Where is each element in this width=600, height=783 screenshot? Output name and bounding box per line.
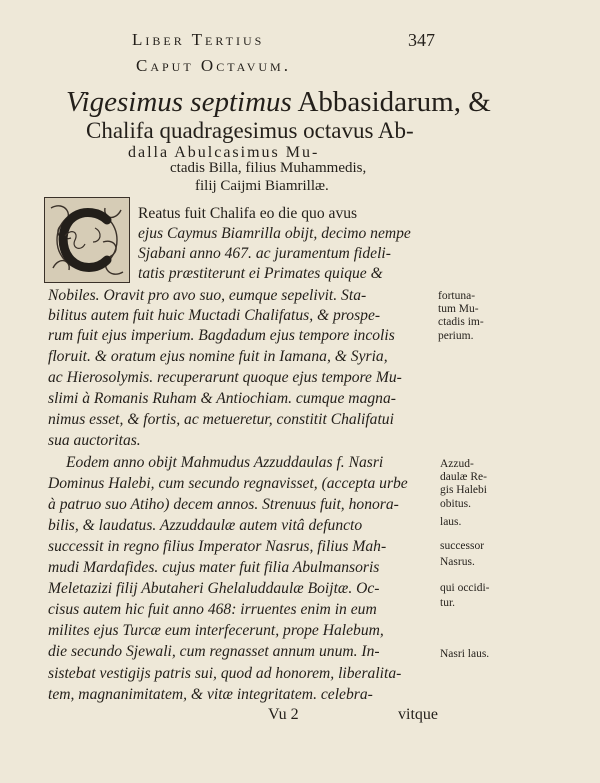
heading-rest: Abbasidarum, & bbox=[291, 86, 491, 118]
body-line: ejus Caymus Biamrilla obijt, decimo nempe bbox=[138, 225, 411, 242]
marginal-note: perium. bbox=[438, 330, 474, 342]
marginal-note: successor bbox=[440, 540, 485, 552]
marginal-note: qui occidi- bbox=[440, 582, 490, 594]
body-line: milites ejus Turcæ eum interfecerunt, prope Halebum, bbox=[48, 622, 384, 639]
heading-line-5: filij Caijmi Biamrillæ. bbox=[195, 178, 329, 194]
marginal-note: Nasri laus. bbox=[440, 648, 490, 660]
body-line: nimus esset, & fortis, ac metueretur, constitit Chalifatui bbox=[48, 411, 394, 428]
heading-line-3: dalla Abulcasimus Mu- bbox=[128, 144, 320, 161]
page-number: 347 bbox=[408, 30, 435, 50]
marginal-note: tur. bbox=[440, 597, 456, 609]
body-line: Dominus Halebi, cum secundo regnavisset, (accepta urbe bbox=[48, 475, 408, 492]
body-line: Nobiles. Oravit pro avo suo, eumque sepelivit. Sta- bbox=[48, 287, 367, 304]
body-line: slimi à Romanis Ruham & Antiochiam. cumque magna- bbox=[48, 390, 396, 407]
body-line: successit in regno filius Imperator Nasrus, filius Mah- bbox=[48, 538, 387, 555]
body-line: Meletazizi filij Abutaheri Ghelaluddaulæ Boijtæ. Oc- bbox=[48, 580, 380, 597]
marginal-note: Azzud- bbox=[440, 458, 474, 470]
heading-line-4: ctadis Billa, filius Muhammedis, bbox=[170, 160, 367, 176]
marginal-note: gis Halebi bbox=[440, 484, 487, 496]
body-line: floruit. & oratum ejus nomine fuit in Iamana, & Syria, bbox=[48, 348, 388, 365]
heading-line-2: Chalifa quadragesimus octavus Ab- bbox=[86, 118, 414, 143]
body-line: tem, magnanimitatem, & vitæ integritatem. celebra- bbox=[48, 686, 373, 703]
body-line: sistebat vestigijs patris sui, quod ad honorem, liberalita- bbox=[48, 665, 402, 682]
body-line: ac Hierosolymis. recuperarunt quoque ejus tempore Mu- bbox=[48, 369, 402, 386]
marginal-note: laus. bbox=[440, 516, 462, 528]
body-line: mudi Mardafides. cujus mater fuit filia Abulmansoris bbox=[48, 559, 380, 576]
running-head: Liber Tertius bbox=[132, 30, 265, 49]
body-line: tatis præstiterunt ei Primates quique & bbox=[138, 265, 383, 282]
body-line: à patruo suo Atiho) decem annos. Strenuus fuit, honora- bbox=[48, 496, 399, 513]
marginal-note: ctadis im- bbox=[438, 316, 484, 328]
body-line: bilis, & laudatus. Azzuddaulæ autem vitâ defuncto bbox=[48, 517, 363, 534]
body-line: Reatus fuit Chalifa eo die quo avus bbox=[138, 205, 358, 222]
body-line: Eodem anno obijt Mahmudus Azzuddaulas f. Nasri bbox=[66, 454, 384, 471]
marginal-note: tum Mu- bbox=[438, 303, 479, 315]
marginal-note: daulæ Re- bbox=[440, 471, 487, 483]
body-line: die secundo Sjewali, cum regnasset annum unum. In- bbox=[48, 643, 380, 660]
catchword: vitque bbox=[398, 706, 438, 723]
decorated-initial-c bbox=[44, 197, 130, 283]
heading-italic: Vigesimus septimus bbox=[66, 86, 292, 118]
heading-line-1 bbox=[66, 86, 491, 119]
marginal-note: Nasrus. bbox=[440, 556, 475, 568]
body-line: cisus autem hic fuit anno 468: irruentes enim in eum bbox=[48, 601, 377, 618]
body-line: rum fuit ejus imperium. Bagdadum ejus tempore incolis bbox=[48, 327, 395, 344]
body-line: Sjabani anno 467. ac juramentum fideli- bbox=[138, 245, 391, 262]
marginal-note: obitus. bbox=[440, 498, 471, 510]
body-line: sua auctoritas. bbox=[48, 432, 141, 449]
signature-mark: Vu 2 bbox=[268, 706, 299, 723]
body-line: bilitus autem fuit huic Muctadi Chalifatus, & prospe- bbox=[48, 307, 381, 324]
chapter-title: Caput Octavum. bbox=[136, 56, 291, 75]
marginal-note: fortuna- bbox=[438, 290, 476, 302]
